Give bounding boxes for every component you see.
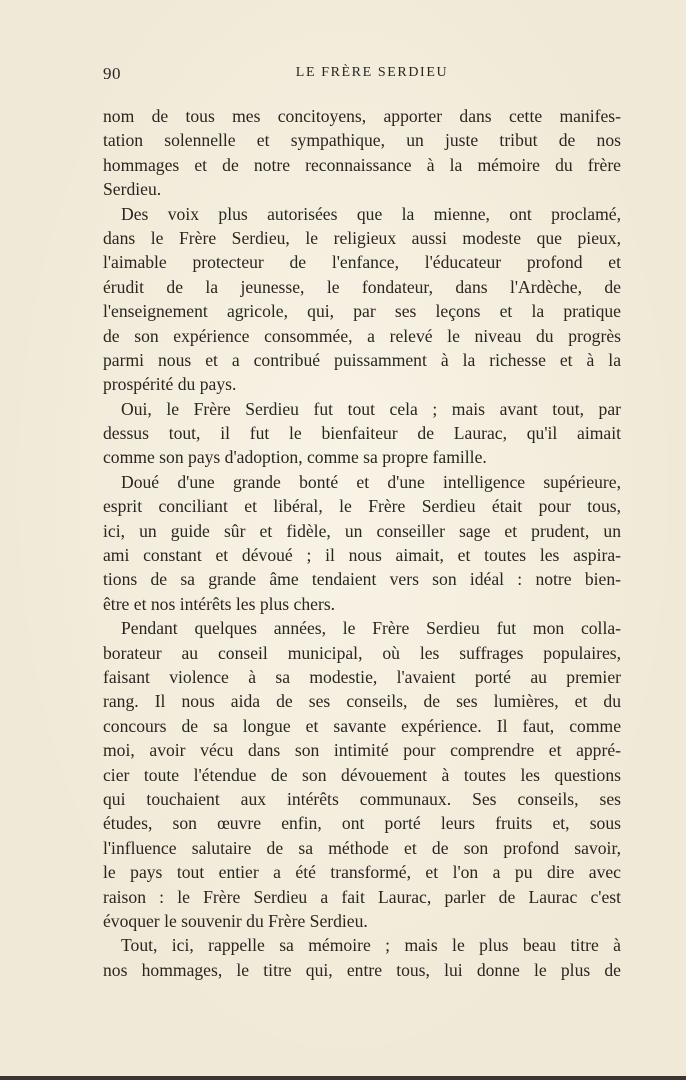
text-line: concours de sa longue et savante expérience. Il faut, comme (103, 715, 621, 736)
text-line: Pendant quelques années, le Frère Serdieu fut mon colla- (121, 618, 621, 639)
text-line: rang. Il nous aida de ses conseils, de ses lumières, et du (103, 691, 621, 712)
text-line: borateur au conseil municipal, où les suffrages populaires, (103, 642, 621, 663)
text-line: ami constant et dévoué ; il nous aimait, et toutes les aspira- (103, 545, 621, 566)
text-line: cier toute l'étendue de son dévouement à toutes les questions (103, 764, 621, 785)
page-header (103, 64, 623, 88)
text-line: Des voix plus autorisées que la mienne, ont proclamé, (121, 203, 621, 224)
text-line: parmi nous et a contribué puissamment à la richesse et à la (103, 349, 621, 370)
text-line: comme son pays d'adoption, comme sa propre famille. (103, 447, 487, 468)
text-line: prospérité du pays. (103, 374, 237, 395)
text-line: esprit conciliant et libéral, le Frère Serdieu était pour tous, (103, 496, 621, 517)
page-bottom-edge (0, 1076, 686, 1080)
text-line: dans le Frère Serdieu, le religieux aussi modeste que pieux, (103, 227, 621, 248)
text-line: de son expérience consommée, a relevé le niveau du progrès (103, 325, 621, 346)
text-line: Serdieu. (103, 179, 162, 200)
text-line: être et nos intérêts les plus chers. (103, 593, 336, 614)
text-line: l'influence salutaire de sa méthode et de son profond savoir, (103, 837, 621, 858)
text-line: Oui, le Frère Serdieu fut tout cela ; mais avant tout, par (121, 398, 621, 419)
text-line: évoquer le souvenir du Frère Serdieu. (103, 910, 368, 931)
text-line: tions de sa grande âme tendaient vers son idéal : notre bien- (103, 569, 621, 590)
text-line: qui touchaient aux intérêts communaux. Ses conseils, ses (103, 788, 621, 809)
running-title: LE FRÈRE SERDIEU (295, 65, 449, 80)
text-line: Doué d'une grande bonté et d'une intelligence supérieure, (121, 471, 621, 492)
text-line: Tout, ici, rappelle sa mémoire ; mais le plus beau titre à (121, 935, 621, 956)
text-line: le pays tout entier a été transformé, et l'on a pu dire avec (103, 862, 621, 883)
text-line: l'aimable protecteur de l'enfance, l'éducateur profond et (103, 252, 621, 273)
text-line: l'enseignement agricole, qui, par ses leçons et la pratique (103, 301, 621, 322)
text-line: hommages et de notre reconnaissance à la mémoire du frère (103, 154, 621, 175)
page-number: 90 (103, 64, 121, 83)
text-line: raison : le Frère Serdieu a fait Laurac, parler de Laurac c'est (103, 886, 621, 907)
text-line: études, son œuvre enfin, ont porté leurs fruits et, sous (103, 813, 621, 834)
text-line: érudit de la jeunesse, le fondateur, dans l'Ardèche, de (103, 276, 621, 297)
text-line: tation solennelle et sympathique, un juste tribut de nos (103, 130, 621, 151)
text-line: ici, un guide sûr et fidèle, un conseiller sage et prudent, un (103, 520, 621, 541)
text-line: nom de tous mes concitoyens, apporter dans cette manifes- (103, 106, 621, 126)
text-line: nos hommages, le titre qui, entre tous, lui donne le plus de (103, 959, 621, 980)
text-line: moi, avoir vécu dans son intimité pour comprendre et appré- (103, 740, 621, 761)
text-line: faisant violence à sa modestie, l'avaient porté au premier (103, 666, 621, 687)
body-text (103, 104, 621, 982)
text-line: dessus tout, il fut le bienfaiteur de Laurac, qu'il aimait (103, 423, 621, 444)
